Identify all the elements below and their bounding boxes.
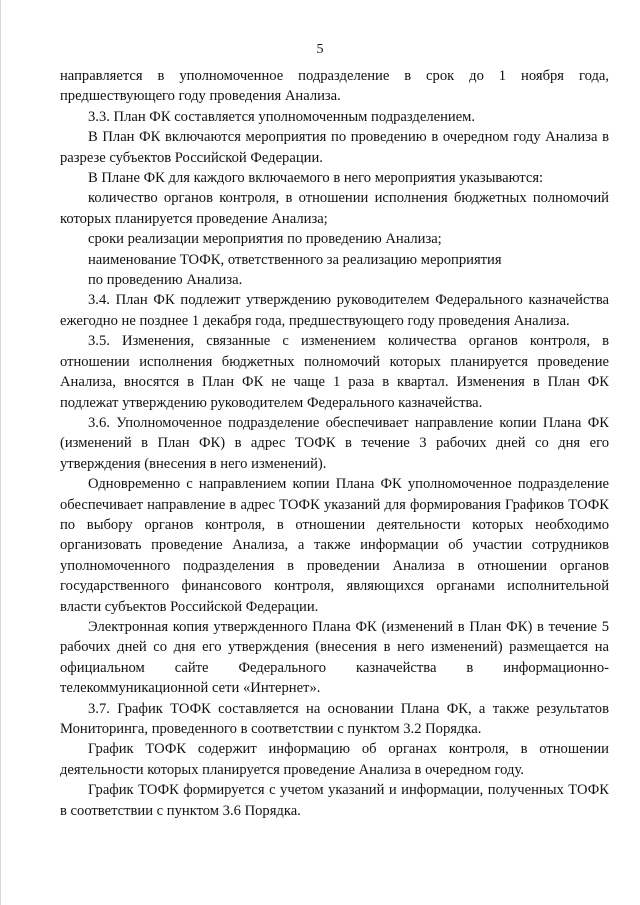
paragraph-plan-includes: В План ФК включаются мероприятия по проведению в очередном году Анализа в разрезе субъектов Российской Федерации. xyxy=(60,129,609,166)
paragraph-plan-specifies: В Плане ФК для каждого включаемого в него мероприятия указываются: xyxy=(88,170,544,187)
list-item-tofk-name-continuation: по проведению Анализа. xyxy=(88,272,243,289)
document-body xyxy=(60,66,609,821)
scan-edge-divider xyxy=(0,0,1,905)
paragraph-3-4: 3.4. План ФК подлежит утверждению руководителем Федерального казначейства ежегодно не позднее 1 декабря года, предшествующего году проведения Анализа. xyxy=(60,292,609,329)
paragraph-continuation: направляется в уполномоченное подразделение в срок до 1 ноября года, предшествующего году проведения Анализа. xyxy=(60,68,609,105)
paragraph-3-3: 3.3. План ФК составляется уполномоченным подразделением. xyxy=(88,108,476,125)
page-number: 5 xyxy=(316,42,324,57)
paragraph-schedule-formed: График ТОФК формируется с учетом указаний и информации, полученных ТОФК в соответствии с пунктом 3.6 Порядка. xyxy=(60,782,609,819)
paragraph-3-7: 3.7. График ТОФК составляется на основании Плана ФК, а также результатов Мониторинга, проведенного в соответствии с пунктом 3.2 Порядка. xyxy=(60,700,609,737)
paragraph-3-6: 3.6. Уполномоченное подразделение обеспечивает направление копии Плана ФК (изменений в План ФК) в адрес ТОФК в течение 3 рабочих дней со дня его утверждения (внесения в него изменений). xyxy=(60,414,609,472)
paragraph-electronic-copy: Электронная копия утвержденного Плана ФК (изменений в План ФК) в течение 5 рабочих дней со дня его утверждения (внесения в него изменений) размещается на официальном сайте Федерального казначейства в информационно-телекоммуникационной сети «Интернет». xyxy=(60,618,609,697)
list-item-deadlines: сроки реализации мероприятия по проведению Анализа; xyxy=(88,231,442,248)
list-item-control-bodies-count: количество органов контроля, в отношении исполнения бюджетных полномочий которых планируется проведение Анализа; xyxy=(60,190,609,227)
list-item-tofk-name: наименование ТОФК, ответственного за реализацию мероприятия xyxy=(88,251,502,268)
paragraph-3-5: 3.5. Изменения, связанные с изменением количества органов контроля, в отношении исполнения бюджетных полномочий которых планируется проведение Анализа, вносятся в План ФК не чаще 1 раза в квартал. Изменения в План ФК подлежат утверждению руководителем Федерального казначейства. xyxy=(60,333,609,411)
paragraph-simultaneously: Одновременно с направлением копии Плана ФК уполномоченное подразделение обеспечивает направление в адрес ТОФК указаний для формирования Графиков ТОФК по выбору органов контроля, в отношении деятельности которых необходимо организовать проведение Анализа, а также информации об участии сотрудников уполномоченного подразделения в проведении Анализа в отношении органов государственного финансового контроля, являющихся органами исполнительной власти субъектов Российской Федерации. xyxy=(60,476,609,615)
paragraph-schedule-contains: График ТОФК содержит информацию об органах контроля, в отношении деятельности которых планируется проведение Анализа в очередном году. xyxy=(60,741,609,778)
